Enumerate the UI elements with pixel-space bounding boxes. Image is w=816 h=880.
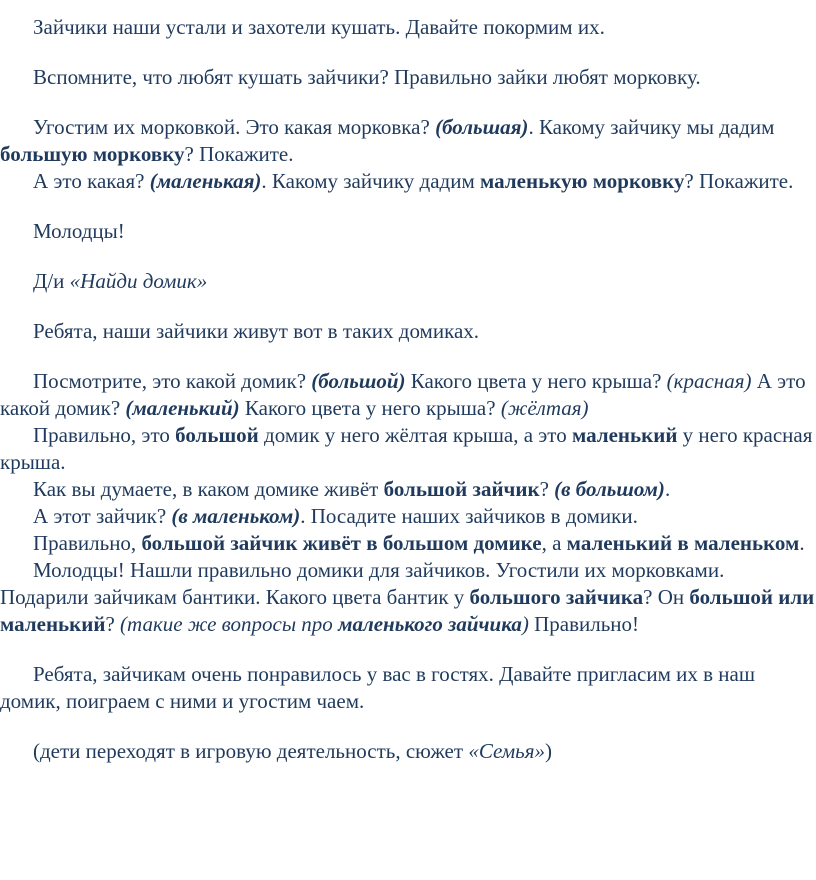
note-same-questions: (такие же вопросы про — [120, 612, 339, 636]
text-run: А это какая? — [33, 169, 150, 193]
text-run: ) — [544, 739, 552, 763]
note-small-bunny: маленького зайчика — [338, 612, 522, 636]
paragraph-invite: Ребята, зайчикам очень понравилось у вас в гостях. Давайте пригласим их в наш домик, поиграем с ними и угостим чаем. — [0, 662, 756, 713]
paragraph-houses: Ребята, наши зайчики живут вот в таких домиках. — [33, 319, 480, 343]
paragraph-well-done: Молодцы! — [33, 219, 125, 243]
paragraph-house-questions — [0, 368, 816, 422]
text-run: Молодцы! Нашли правильно домики для зайчиков. Угостили их морковками. Подарили зайчикам бантики. Какого цвета бантик у — [0, 558, 725, 609]
text-run: Правильно! — [528, 612, 640, 636]
paragraph-which-house — [0, 476, 816, 503]
text-run: Какого цвета у него крыша? — [405, 369, 667, 393]
emphasis-small: маленький — [571, 423, 678, 447]
paragraph-big-carrot — [0, 114, 816, 168]
paragraph-game-title — [0, 268, 816, 295]
answer-big: (большая) — [435, 115, 529, 139]
answer-small: (маленькая) — [149, 169, 262, 193]
answer-yellow: (жёлтая) — [500, 396, 589, 420]
text-run: (дети переходят в игровую деятельность, сюжет — [33, 739, 469, 763]
emphasis-big-bunny-house: большой зайчик живёт в большом домике — [141, 531, 542, 555]
text-run: . Какому зайчику мы дадим — [528, 115, 775, 139]
text-run: Как вы думаете, в каком домике живёт — [33, 477, 384, 501]
text-run: . Какому зайчику дадим — [261, 169, 481, 193]
answer-in-small: (в маленьком) — [171, 504, 301, 528]
text-run: Д/и — [33, 269, 70, 293]
text-run: , а — [541, 531, 567, 555]
text-run: . — [799, 531, 805, 555]
text-run: Какого цвета у него крыша? — [239, 396, 501, 420]
text-run: А этот зайчик? — [33, 504, 172, 528]
emphasis-big: большой — [175, 423, 259, 447]
text-run: А это какой домик? — [0, 369, 806, 420]
text-run: ? Покажите. — [684, 169, 794, 193]
text-run: ? — [539, 477, 555, 501]
emphasis-big-or-small: большой или маленький — [0, 585, 815, 636]
paragraph-bows — [0, 557, 816, 638]
text-run: . — [664, 477, 671, 501]
text-run: ? Покажите. — [184, 142, 294, 166]
text-run: домик у него жёлтая крыша, а это — [258, 423, 572, 447]
paragraph-remember: Вспомните, что любят кушать зайчики? Правильно зайки любят морковку. — [33, 65, 701, 89]
paragraph-this-bunny — [0, 503, 816, 530]
answer-red: (красная) — [666, 369, 752, 393]
text-run: . Посадите наших зайчиков в домики. — [300, 504, 638, 528]
paragraph-feed-intro: Зайчики наши устали и захотели кушать. Давайте покормим их. — [33, 15, 605, 39]
emphasis-small-carrot: маленькую морковку — [480, 169, 685, 193]
answer-big-house: (большой) — [311, 369, 406, 393]
emphasis-big-bunny: большой зайчик — [383, 477, 540, 501]
text-run: Правильно, — [33, 531, 142, 555]
answer-in-big: (в большом) — [554, 477, 665, 501]
text-run: Правильно, это — [33, 423, 176, 447]
answer-small-house: (маленький) — [125, 396, 240, 420]
paragraph-small-carrot — [0, 168, 816, 195]
paragraph-correct-houses — [0, 530, 816, 557]
game-name: «Найди домик» — [69, 269, 208, 293]
emphasis-big-carrot: большую морковку — [0, 142, 185, 166]
emphasis-big-bunny-bow: большого зайчика — [469, 585, 644, 609]
emphasis-small-in-small: маленький в маленьком — [566, 531, 800, 555]
text-run: ? Он — [643, 585, 690, 609]
paragraph-house-answer — [0, 422, 816, 476]
paragraph-transition — [0, 738, 816, 765]
text-run: Угостим их морковкой. Это какая морковка? — [33, 115, 436, 139]
text-run: у него красная крыша. — [0, 423, 813, 474]
text-run: Посмотрите, это какой домик? — [33, 369, 312, 393]
note-close: ) — [521, 612, 529, 636]
plot-name: «Семья» — [468, 739, 545, 763]
text-run: ? — [105, 612, 121, 636]
